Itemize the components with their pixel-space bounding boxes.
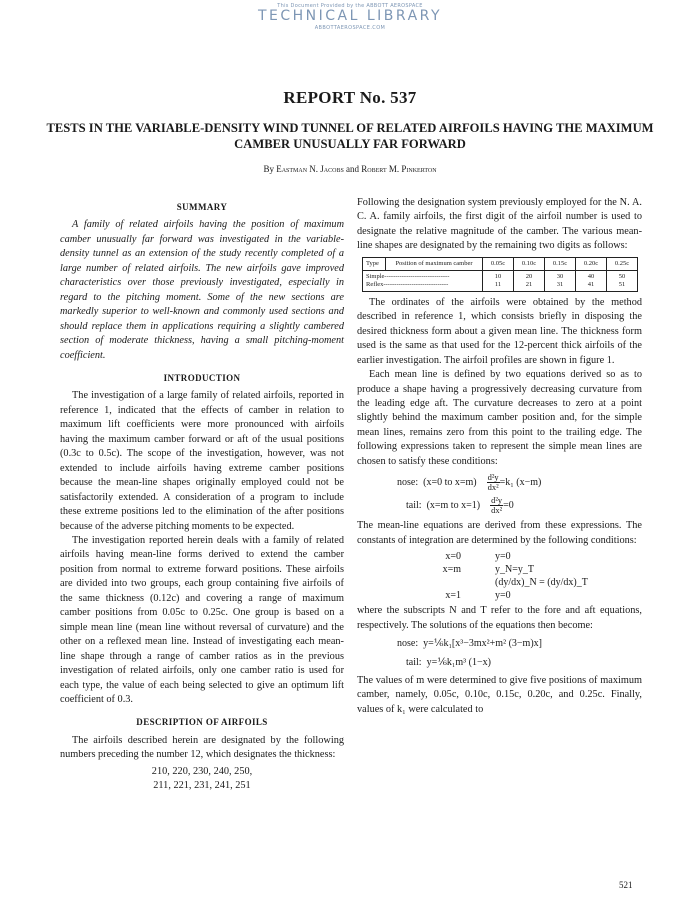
summary-text: A family of related airfoils having the position of maximum camber unusually far forward was investigated in the variable-density tunnel as an extension of the study recently completed of a large number of related airfoils. The new airfoils gave improved characteristics over those previously investigated, especially in regard to the pitching moment. Some of the new sections are markedly superior to well-known and commonly used sections and should replace them in applications requiring a slightly cambered section of moderate thickness, having a small pitching-moment coefficient. [60, 219, 344, 361]
solution-tail: tail: y=⅙k₁m³ (1−x) [406, 656, 491, 668]
table-header-cell: 0.10c [514, 257, 545, 270]
table-cell: 40 41 [576, 270, 607, 291]
table-header-type: Type [363, 257, 386, 270]
table-cell: 30 31 [545, 270, 576, 291]
watermark-top: This Document Provided by the ABBOTT AEROSPACE [277, 3, 423, 9]
table-header-cell: 0.05c [483, 257, 514, 270]
equation-nose: nose: (x=0 to x=m) $\frac{\text{d²y}}{\text{dx²}}$ =k₁ (x−m) [397, 472, 542, 493]
watermark-url: ABBOTTAEROSPACE.COM [314, 25, 386, 31]
watermark-title: TECHNICAL LIBRARY [257, 8, 443, 24]
table-header-cell: 0.15c [545, 257, 576, 270]
introduction-heading: INTRODUCTION [163, 372, 241, 383]
solution-nose: nose: y=⅙k₁[x³−3mx²+m² (3−m)x] [397, 638, 542, 650]
airfoil-numbers-line-1: 210, 220, 230, 240, 250, [151, 765, 253, 777]
byline-by: By [263, 164, 274, 174]
constants-paragraph: The mean-line equations are derived from these expressions. The constants of integration are determined by the following conditions: [357, 520, 642, 546]
intro-paragraph-1: The investigation of a large family of related airfoils, reported in reference 1, indicated that the effects of camber in relation to maximum lift coefficients were more pronounced with airfoils having the maximum camber forward or aft of the usual positions (0.3c to 0.5c). The scope of the investigation, however, was not extended to include airfoils having extreme camber positions because the mean-line shapes originally employed could not be satisfactorily extended. A consideration of a program to include these extreme positions led to the elimination of the after positions because of the adverse pitching moments to be expected. [60, 390, 344, 532]
table-header-position: Position of maximum camber [385, 257, 482, 270]
equation-tail: tail: (x=m to x=1) $\frac{\text{d²y}}{\text{dx²}}$ =0 [406, 495, 514, 516]
table-header-cell: 0.20c [576, 257, 607, 270]
designation-paragraph: Following the designation system previously employed for the N. A. C. A. family airfoils, the first digit of the airfoil number is used to designate the relative magnitude of the camber. The various mean-line shapes are designated by the remaining two digits as follows: [357, 197, 642, 252]
table-header-row [363, 257, 638, 270]
row-label-reflex: Reflex------------------------------ [366, 280, 449, 288]
table-row-labels [363, 270, 483, 291]
intro-paragraph-2: The investigation reported herein deals with a family of related airfoils having mean-line forms derived to extend the camber position from normal to extreme forward positions. These airfoils are divided into two groups, each group containing five airfoils of the same thickness (0.12c) and covering a range of maximum camber positions from 0.05c to 0.25c. One group is based on a simple mean line (mean line without reversal of curvature) and the other on a reflexed mean line. Instead of investigating each mean-line shape through a range of camber ratios as in the previous investigation of related airfoils, only one camber ratio is used for each type, the value of each being selected to give an optimum lift coefficient of 0.3. [60, 534, 344, 705]
table-cell: 50 51 [607, 270, 638, 291]
table-cell: 20 21 [514, 270, 545, 291]
report-number: REPORT No. 537 [283, 88, 417, 107]
right-column [357, 196, 642, 717]
airfoil-numbers-line-2: 211, 221, 231, 241, 251 [153, 780, 251, 792]
subscripts-paragraph: where the subscripts N and T refer to the fore and aft equations, respectively. The solutions of the equations then become: [357, 605, 642, 631]
summary-heading: SUMMARY [176, 202, 228, 212]
mean-line-table [362, 257, 638, 292]
second-derivative: $\frac{\text{d²y}}{\text{dx²}}$ [487, 472, 499, 493]
second-derivative: $\frac{\text{d²y}}{\text{dx²}}$ [491, 495, 503, 516]
boundary-conditions: x=0 y=0 x=m y_N=y_T (dy/dx)_N = (dy/dx)_T x=1 y=0 [442, 551, 588, 602]
byline [0, 164, 700, 174]
author-jacobs: Eastman N. Jacobs [276, 164, 344, 174]
left-column [60, 196, 344, 796]
row-label-simple: Simple------------------------------ [366, 272, 450, 280]
table-cell: 10 11 [483, 270, 514, 291]
byline-and: and [346, 164, 360, 174]
table-row [363, 270, 638, 291]
mean-line-paragraph: Each mean line is defined by two equations derived so as to produce a shape having a progressively decreasing curvature from the leading edge aft. The curvature decreases to zero at a point slightly behind the maximum camber position and, for the simple mean lines, remains zero from this point to the trailing edge. The following expressions taken to represent the simple mean lines are chosen to satisfy these conditions: [357, 369, 642, 467]
ordinates-paragraph: The ordinates of the airfoils were obtained by the method described in reference 1, which consists briefly in disposing the desired thickness form about a given mean line. The thickness form used is the same as that used for the 12-percent thick airfoils of the earlier investigation. The airfoil profiles are shown in figure 1. [357, 296, 642, 366]
values-paragraph: The values of m were determined to give five positions of maximum camber, namely, 0.05c, 0.10c, 0.15c, 0.20c, and 0.25c. Finally, values of k₁ were calculated to [357, 674, 642, 715]
page-number: 521 [619, 880, 633, 890]
table-header-cell: 0.25c [607, 257, 638, 270]
description-paragraph: The airfoils described herein are designated by the following numbers preceding the number 12, which designates the thickness: [60, 734, 344, 761]
paper-title: TESTS IN THE VARIABLE-DENSITY WIND TUNNEL OF RELATED AIRFOILS HAVING THE MAXIMUM CAMBER UNUSUALLY FAR FORWARD [46, 121, 654, 151]
description-heading: DESCRIPTION OF AIRFOILS [136, 717, 268, 728]
author-pinkerton: Robert M. Pinkerton [361, 164, 437, 174]
